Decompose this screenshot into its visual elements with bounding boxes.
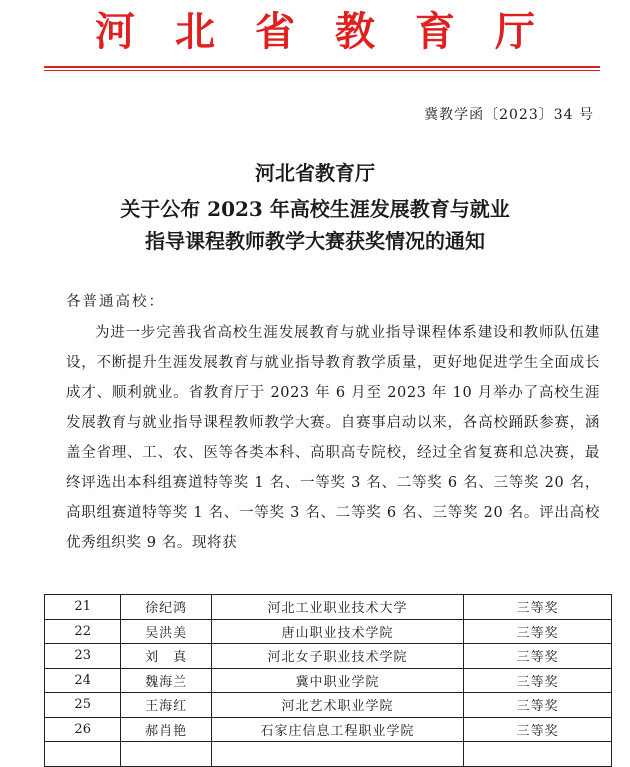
school-name: 冀中职业学院 [211,668,464,693]
table-row [45,668,612,693]
masthead-rule-thin [44,70,600,71]
row-number: 26 [45,717,121,742]
row-number: 25 [45,693,121,718]
title-line-2: 关于公布 2023 年高校生涯发展教育与就业 [120,197,510,221]
title-line-3: 指导课程教师教学大赛获奖情况的通知 [145,229,485,253]
row-number: 24 [45,668,121,693]
table-row [45,693,612,718]
row-number [45,742,121,767]
teacher-name: 王海红 [121,693,211,718]
teacher-name [121,742,211,767]
masthead-rule-thick [44,66,600,68]
teacher-name: 刘 真 [121,644,211,669]
salutation: 各普通高校： [66,294,165,310]
agency-masthead: 河北省教育厅 [95,8,575,55]
teacher-name: 郝肖艳 [121,717,211,742]
school-name: 河北工业职业技术大学 [211,595,464,620]
award-level: 三等奖 [464,619,612,644]
school-name: 河北女子职业技术学院 [211,644,464,669]
awards-table [44,594,612,767]
awards-table-body [45,595,612,767]
table-row [45,644,612,669]
teacher-name: 徐纪鸿 [121,595,211,620]
row-number: 23 [45,644,121,669]
teacher-name: 吴洪美 [121,619,211,644]
school-name: 河北艺术职业学院 [211,693,464,718]
row-number: 22 [45,619,121,644]
award-level [464,742,612,767]
table-row [45,742,612,767]
teacher-name: 魏海兰 [121,668,211,693]
award-level: 三等奖 [464,717,612,742]
table-row [45,619,612,644]
table-row [45,717,612,742]
award-level: 三等奖 [464,693,612,718]
body-paragraph: 为进一步完善我省高校生涯发展教育与就业指导课程体系建设和教师队伍建设，不断提升生涯发展教育与就业指导教育教学质量，更好地促进学生全面成长成才、顺利就业。省教育厅于 2023 年 6 月至 2023 年 10 月举办了高校生涯发展教育与就业指导课程教师教学大赛。自赛事启动以来，各高校踊跃参赛，涵盖全省理、工、农、医等各类本科、高职高专院校，经过全省复赛和总决赛，最终评选出本科组赛道特等奖 1 名、一等奖 3 名、二等奖 6 名、三等奖 20 名，高职组赛道特等奖 1 名、一等奖 3 名、二等奖 6 名、三等奖 20 名。评出高校优秀组织奖 9 名。现将获 [66,325,600,551]
document-number: 冀教学函〔2023〕34 号 [424,107,594,123]
award-level: 三等奖 [464,668,612,693]
awards-table-container [44,594,612,759]
row-number: 21 [45,595,121,620]
award-level: 三等奖 [464,595,612,620]
school-name: 石家庄信息工程职业学院 [211,717,464,742]
award-level: 三等奖 [464,644,612,669]
table-row [45,595,612,620]
title-line-1: 河北省教育厅 [255,161,375,185]
school-name: 唐山职业技术学院 [211,619,464,644]
school-name [211,742,464,767]
